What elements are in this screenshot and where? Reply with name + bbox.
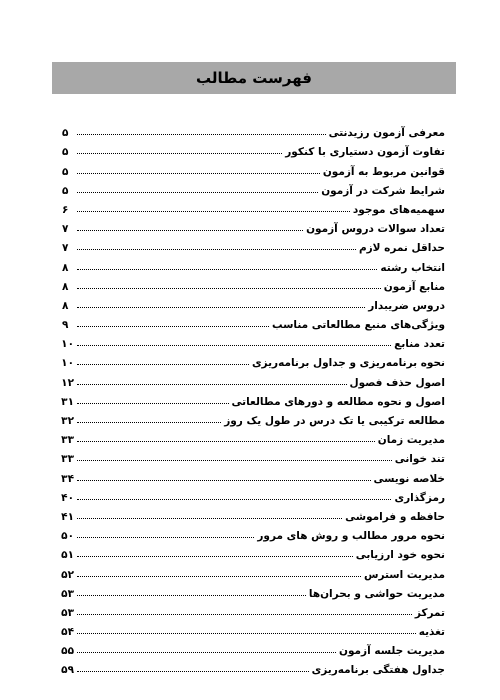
toc-entry-page-number: ۵ bbox=[62, 184, 69, 197]
toc-entry bbox=[62, 216, 445, 235]
dot-leader bbox=[77, 153, 282, 154]
toc-entry-page-number: ۳۲ bbox=[61, 415, 74, 427]
dot-leader bbox=[77, 173, 320, 174]
toc-entry-label: تعداد سوالات دروس آزمون bbox=[306, 223, 445, 236]
toc-entry-page-number: ۵ bbox=[62, 165, 69, 178]
dot-leader bbox=[77, 537, 254, 538]
toc-entry-label: تند خوانی bbox=[394, 453, 445, 466]
toc-entry bbox=[62, 389, 445, 408]
dot-leader bbox=[77, 384, 347, 385]
toc-list bbox=[62, 120, 445, 676]
dot-leader bbox=[77, 288, 381, 289]
toc-entry-page-number: ۷ bbox=[62, 223, 69, 236]
toc-entry-label: سهمیه‌های موجود bbox=[352, 203, 445, 216]
dot-leader bbox=[77, 576, 361, 577]
title-bar bbox=[52, 62, 456, 94]
toc-entry-page-number: ۵۲ bbox=[61, 568, 74, 581]
toc-entry bbox=[62, 619, 445, 638]
toc-entry bbox=[62, 504, 445, 523]
toc-entry-page-number: ۸ bbox=[62, 280, 69, 293]
toc-entry-page-number: ۱۲ bbox=[61, 376, 74, 389]
toc-entry-label: منابع آزمون bbox=[383, 280, 445, 293]
dot-leader bbox=[77, 403, 229, 404]
toc-entry-page-number: ۱۰ bbox=[61, 357, 74, 370]
toc-entry bbox=[62, 369, 445, 388]
dot-leader bbox=[77, 518, 342, 519]
toc-entry-label: نحوه برنامه‌ریزی و جداول برنامه‌ریزی bbox=[251, 357, 445, 370]
toc-entry-label: معرفی آزمون رزیدنتی bbox=[328, 127, 445, 140]
dot-leader bbox=[77, 134, 326, 135]
toc-entry-page-number: ۱۰ bbox=[61, 338, 74, 351]
dot-leader bbox=[77, 480, 371, 481]
toc-entry bbox=[62, 350, 445, 369]
toc-entry-page-number: ۵۵ bbox=[61, 645, 74, 658]
toc-entry-page-number: ۵ bbox=[62, 127, 69, 140]
toc-entry-page-number: ۳۱ bbox=[61, 395, 74, 408]
dot-leader bbox=[77, 269, 377, 270]
toc-entry-label: ویژگی‌های منبع مطالعاتی مناسب bbox=[271, 319, 445, 332]
toc-entry-label: جداول هفتگی برنامه‌ریزی bbox=[311, 664, 445, 677]
dot-leader bbox=[77, 230, 303, 231]
toc-entry bbox=[62, 235, 445, 254]
toc-entry bbox=[62, 178, 445, 197]
dot-leader bbox=[77, 614, 412, 615]
toc-entry-label: تغذیه bbox=[418, 626, 445, 639]
page-title: فهرست مطالب bbox=[196, 69, 312, 87]
dot-leader bbox=[77, 671, 309, 672]
toc-entry bbox=[62, 561, 445, 580]
toc-entry bbox=[62, 274, 445, 293]
toc-entry-label: تمرکز bbox=[414, 606, 445, 619]
toc-entry-page-number: ۵۱ bbox=[61, 549, 74, 562]
toc-entry-label: مدیریت جلسه آزمون bbox=[338, 645, 445, 658]
dot-leader bbox=[77, 345, 391, 346]
toc-entry bbox=[62, 657, 445, 676]
toc-entry bbox=[62, 523, 445, 542]
toc-entry-page-number: ۳۳ bbox=[61, 434, 74, 447]
dot-leader bbox=[77, 499, 391, 500]
toc-entry-label: نحوه مرور مطالب و روش های مرور bbox=[257, 530, 445, 543]
toc-entry-page-number: ۵۴ bbox=[61, 626, 74, 639]
toc-entry bbox=[62, 197, 445, 216]
toc-entry bbox=[62, 485, 445, 504]
toc-entry-label: اصول حذف فصول bbox=[349, 376, 445, 389]
toc-entry-label: مدیریت زمان bbox=[377, 434, 445, 447]
toc-entry-page-number: ۴۰ bbox=[61, 491, 74, 504]
toc-entry bbox=[62, 293, 445, 312]
toc-entry bbox=[62, 254, 445, 273]
toc-entry-label: مطالعه ترکیبی یا تک درس در طول یک روز bbox=[224, 415, 445, 427]
toc-entry-label: حافظه و فراموشی bbox=[345, 510, 445, 523]
toc-entry-page-number: ۸ bbox=[62, 299, 69, 312]
toc-entry-label: قوانین مربوط به آزمون bbox=[322, 165, 445, 178]
toc-entry-page-number: ۷ bbox=[62, 242, 69, 255]
dot-leader bbox=[77, 326, 269, 327]
toc-entry bbox=[62, 446, 445, 465]
dot-leader bbox=[77, 441, 375, 442]
dot-leader bbox=[77, 633, 416, 634]
dot-leader bbox=[77, 307, 365, 308]
toc-entry-page-number: ۳۴ bbox=[61, 472, 74, 485]
toc-entry bbox=[62, 542, 445, 561]
dot-leader bbox=[77, 595, 306, 596]
toc-entry bbox=[62, 600, 445, 619]
toc-entry-label: تفاوت آزمون دستیاری با کنکور bbox=[285, 146, 445, 159]
toc-entry-label: مدیریت حواشی و بحران‌ها bbox=[308, 587, 445, 600]
toc-entry bbox=[62, 158, 445, 177]
dot-leader bbox=[77, 556, 353, 557]
toc-entry-page-number: ۵۳ bbox=[61, 606, 74, 619]
toc-entry-page-number: ۶ bbox=[62, 203, 69, 216]
toc-entry-label: نحوه خود ارزیابی bbox=[355, 549, 445, 562]
toc-entry-label: اصول و نحوه مطالعه و دورهای مطالعاتی bbox=[231, 395, 445, 408]
dot-leader bbox=[77, 422, 221, 423]
toc-entry-page-number: ۴۱ bbox=[61, 510, 74, 523]
toc-entry-page-number: ۸ bbox=[62, 261, 69, 274]
toc-entry-label: دروس ضریبدار bbox=[368, 299, 445, 312]
toc-entry bbox=[62, 312, 445, 331]
toc-entry-page-number: ۵۹ bbox=[61, 664, 74, 677]
toc-entry bbox=[62, 139, 445, 158]
dot-leader bbox=[77, 249, 356, 250]
dot-leader bbox=[77, 460, 392, 461]
toc-entry-label: خلاصه نویسی bbox=[373, 472, 445, 485]
toc-entry-page-number: ۳۳ bbox=[61, 453, 74, 466]
toc-entry bbox=[62, 638, 445, 657]
toc-entry-page-number: ۵ bbox=[62, 146, 69, 159]
toc-entry-label: حداقل نمره لازم bbox=[358, 242, 445, 255]
toc-entry-label: تعدد منابع bbox=[394, 338, 445, 351]
toc-entry-label: شرایط شرکت در آزمون bbox=[321, 184, 445, 197]
toc-entry-label: رمزگذاری bbox=[394, 491, 445, 504]
toc-entry bbox=[62, 408, 445, 427]
toc-entry bbox=[62, 120, 445, 139]
dot-leader bbox=[77, 211, 350, 212]
toc-entry-label: مدیریت استرس bbox=[364, 568, 445, 581]
toc-entry-page-number: ۹ bbox=[62, 319, 69, 332]
toc-entry bbox=[62, 581, 445, 600]
toc-entry-page-number: ۵۰ bbox=[61, 530, 74, 543]
dot-leader bbox=[77, 364, 249, 365]
toc-entry-page-number: ۵۳ bbox=[61, 587, 74, 600]
toc-entry bbox=[62, 331, 445, 350]
toc-entry bbox=[62, 427, 445, 446]
dot-leader bbox=[77, 192, 318, 193]
toc-entry bbox=[62, 465, 445, 484]
toc-entry-label: انتخاب رشته bbox=[380, 261, 445, 274]
dot-leader bbox=[77, 652, 336, 653]
